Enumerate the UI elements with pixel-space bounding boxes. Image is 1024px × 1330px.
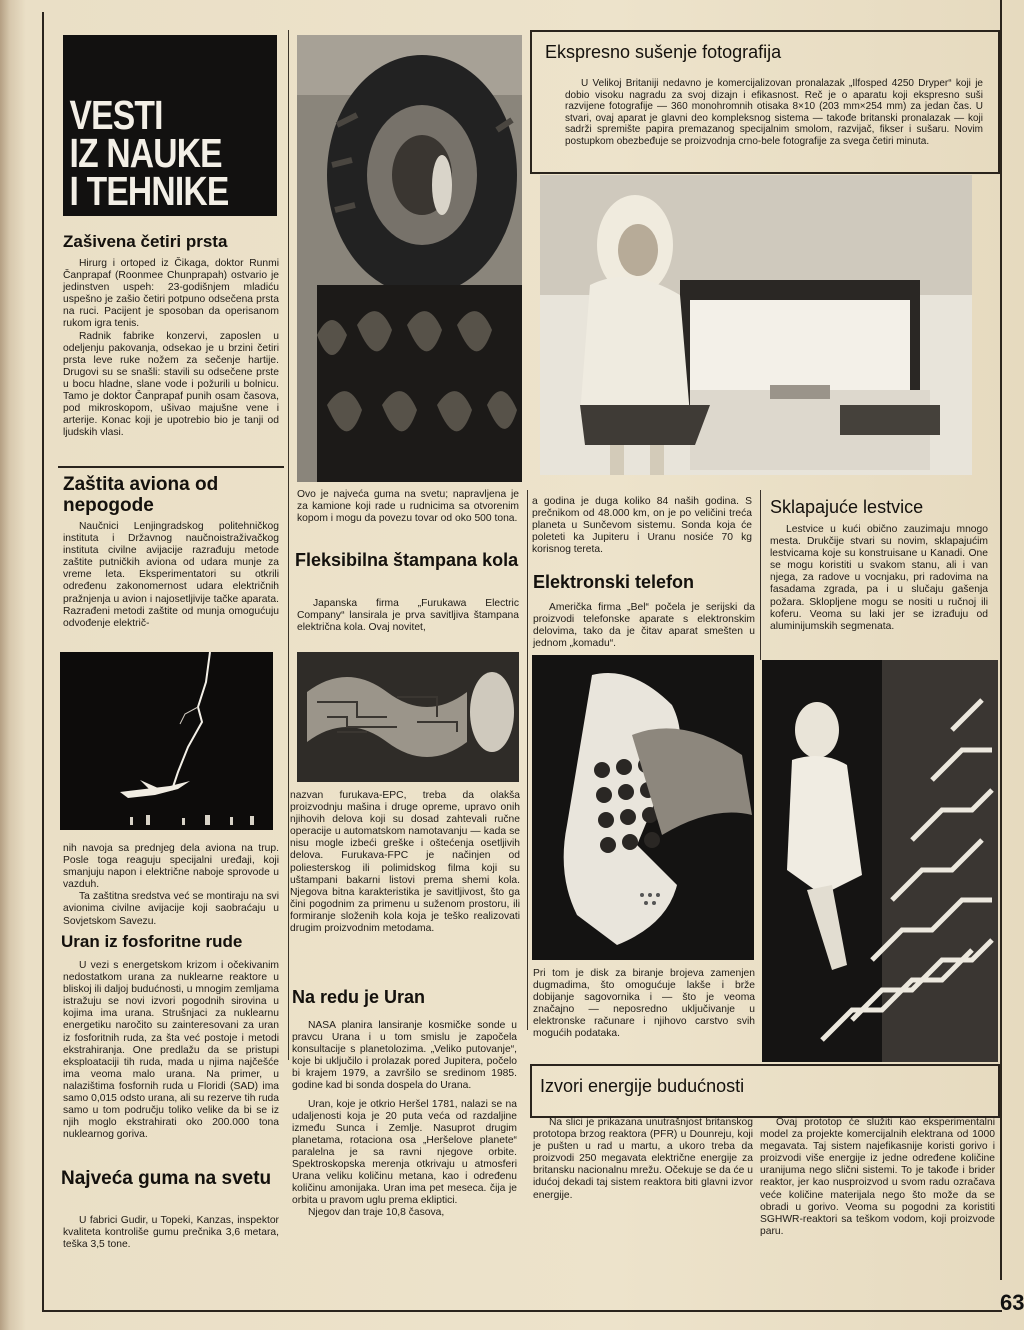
elektronski-body-2: [533, 968, 755, 1041]
uran-fosforit-body: [63, 960, 279, 1141]
ekspresno-title: Ekspresno sušenje fotografija: [545, 42, 782, 62]
column-rule-3: [760, 490, 761, 660]
lightning-airplane-photo: [60, 652, 273, 830]
masthead: [63, 35, 277, 216]
na-redu-uran-continued: [532, 496, 752, 556]
ekspresno-paragraph-1: U Velikoj Britaniji nedavno je komercijalizovan pronalazak „Ilfosped 4250 Dryper“ koji je dobio visoku nagradu za svoj dizajn i efikasnost. Reč je o aparatu koji ekspresno suši razvijene fotografije — 360 monohromnih otisaka 8×10 (203 mm×254 mm) za jedan čas. U stvari, ovaj aparat je glavni deo kompleksnog sistema — takođe britanski pronalazak — koji sadrži spremište papira premazanog specijalnim smolom, razvijač, fikser i sušaru. Novim postupkom obezbeđuje se proizvodnja crno-bele fotografije za svega četiri minuta.: [565, 78, 983, 147]
zastita-body-2: [63, 843, 279, 928]
najveca-guma-paragraph-1: U fabrici Gudir, u Topeki, Kanzas, inspektor kvaliteta kontroliše gumu prečnika 3,6 metara, teška 3,5 tone.: [63, 1215, 279, 1251]
na-redu-uran-paragraph-4: a godina je duga koliko 84 naših godina. S prečnikom od 48.000 km, on je po veličini treća planeta u Sunčevom sistemu. Sonda koja će poleteti ka Jupiteru i Uranu nosiće 70 kg korisnog tereta.: [532, 496, 752, 556]
zasivena-paragraph-2: Radnik fabrike konzervi, zaposlen u odeljenju pakovanja, odsekao je u brzini četiri prsta leve ruke nožem za sečenje hartije. Drugovi su se snašli: stavili su odsečene prste u bocu hladne, slane vode i požurili u bolnicu. Tamo je doktor Čanprapaf punih osam časova, pod mikroskopom, ušivao majušne vene i arterije. Konac koji je upotrebio bio je tanji od ljudskih vlasi.: [63, 330, 279, 439]
elektronski-paragraph-1: Američka firma „Bel“ počela je serijski da proizvodi telefonske aparate s elektronskim delovima, tako da je čitav aparat smešten u jednom „komadu“.: [533, 602, 755, 650]
divider: [58, 466, 284, 468]
izvori-body-2: [760, 1117, 995, 1238]
column-rule-right: [1000, 0, 1002, 1280]
lestvice-body: [770, 524, 988, 633]
zastita-paragraph-2: nih navoja sa prednjeg dela aviona na trup. Posle toga reaguju specijalni uređaji, koji smanjuju napon i električne naboje sprovode u vazduh.: [63, 843, 279, 891]
na-redu-uran-title: Na redu je Uran: [292, 987, 426, 1007]
izvori-title: Izvori energije budućnosti: [540, 1076, 745, 1096]
izvori-paragraph-1: Na slici je prikazana unutrašnjost britanskog prototopa brzog reaktora (PFR) u Dounreju, koji je pušten u rad u martu, a ukoro treba da proizvodi 250 megavata električne energije za britansku nacionalnu mrežu. Očekuje se da će u idućoj dekadi taj sistem reaktora biti glavni izvor energije.: [533, 1117, 753, 1201]
page-number: 63: [1000, 1290, 1024, 1315]
izvori-body-1: [533, 1117, 753, 1202]
giant-tire-photo: [297, 35, 522, 482]
zasivena-paragraph-1: Hirurg i ortoped iz Čikaga, doktor Runmi Čanprapaf (Roonmee Chunprapah) ostvario je jedinstven uspeh: 23-godišnjem mladiću uspešno je zašio četiri potpuno odsečena prsta na ruci. Pacijent je sposoban da operisanom rukom igra tenis.: [63, 258, 279, 330]
bottom-rule: [42, 1310, 1002, 1312]
fleksibilna-body-2: [290, 790, 520, 935]
najveca-guma-title: Najveća guma na svetu: [61, 1168, 272, 1189]
na-redu-uran-paragraph-1: NASA planira lansiranje kosmičke sonde u pravcu Urana i u tom smislu je započela konsultacije s planetolozima. „Veliko putovanje“, koje bi uključilo i prolazak pored Jupitera, počelo bi krajem 1979, a završilo se sredinom 1985. godine kad bi sonda dospela do Urana.: [292, 1020, 517, 1092]
flexible-circuit-photo: [297, 652, 519, 782]
masthead-line-1: VESTI: [69, 92, 163, 138]
tire-caption-text: Ovo je najveća guma na svetu; napravljena je za kamione koji rade u rudnicima sa otvorenim kopom i mogu da povezu tovar od oko 500 tona.: [297, 489, 519, 525]
zastita-paragraph-1: Naučnici Lenjingradskog politehničkog instituta i Državnog naučnoistraživačkog instituta civilne avijacije razrađuju metode zaštite putničkih aviona od udara munje za vreme leta. Eksperimentatori su otkrili određenu zakonomernost udara električnih pražnjenja u avion i najosetljivije tačke aparata. Razrađeni metodi zaštite od munja omogućuju odvođenje električ-: [63, 521, 279, 629]
elektronski-body-1: [533, 602, 755, 650]
izvori-paragraph-2: Ovaj prototop će služiti kao eksperimentalni model za projekte komercijalnih elektrana od 1000 megavata. Taj sistem najefikasnije koristi gorivo i proizvodi više energije iz jedne određene količine uranijuma nego slični sistemi. To je takođe i brider reaktor, jer kao nusproizvod u svom radu ozračava veće količine materijala nego što može da se obradi u gorivo. Veoma su pogodni za koristiti SGHWR-reaktori sa teškom vodom, koji proizvode paru.: [760, 1117, 995, 1237]
elektronski-title: Elektronski telefon: [533, 572, 695, 592]
masthead-line-3: I TEHNIKE: [69, 168, 229, 214]
lestvice-title: Sklapajuće lestvice: [770, 497, 924, 517]
photo-dryer-photo: [540, 175, 972, 475]
zasivena-title: Zašivena četiri prsta: [63, 232, 228, 251]
column-rule-left: [42, 12, 44, 1312]
fleksibilna-paragraph-2: nazvan furukava-EPC, treba da olakša proizvodnju mašina i druge opreme, upravo onih njihovih delova koji su dosad zahtevali ručne operacije u automatskom namotavanju — kada se nisu mogle izbeći greške i oštećenja osetljivih delova. Furukava-FPC je načinjen od poliesterskog ili polimidskog filma koji su uštampani bakarni listovi prema shemi kola. Njegova bitna karakteristika je savitljivost, što ga čini pogodnim za primenu u suženom prostoru, ili formiranje složenih kola koja je teško realizovati drugim proizvodnim metodama.: [290, 790, 520, 935]
ekspresno-body: [565, 78, 983, 148]
uran-fosforit-title: Uran iz fosforitne rude: [61, 932, 243, 951]
column-rule-2: [527, 490, 528, 1030]
elektronski-paragraph-2: Pri tom je disk za biranje brojeva zamenjen dugmadima, što omogućuje lakše i brže dobijanje sagovornika i — što je veoma značajno — neposredno uključivanje u elektronske računare i njihovo carstvo svih mogućih podataka.: [533, 968, 755, 1040]
fleksibilna-body-1: [297, 598, 519, 634]
uran-fosforit-paragraph-1: U vezi s energetskom krizom i očekivanim nedostatkom urana za nuklearne reaktore u bliskoj ili daljoj budućnosti, u mnogim zemljama istražuju se novi izvori pogodnih sirovina u kojima ima urana. Strušnjaci za nuklearnu energetiku naročito su zainteresovani za uran iz fosforitnih ruda, za šta već postoje i metodi ekstrahiranja. One predlažu da se pristupi eksploataciji tih ruda, mada u njima najčešće ima veoma malo urana. Na primer, u nalazištima fosfornih ruda u Floridi (SAD) ima samo 0,015 odsto urana, ali su rezerve tih ruda samo u tom području toliko velike da bi se iz njih moglo ekstrahirati oko 200.000 tona nuklearnog goriva.: [63, 960, 279, 1141]
zastita-paragraph-3: Ta zaštitna sredstva već se montiraju na svi avionima civilne avijacije koji saobraćaju u Sovjetskom Savezu.: [63, 891, 279, 927]
zastita-title: Zaštita aviona od nepogode: [63, 474, 219, 517]
fleksibilna-title: Fleksibilna štampana kola: [295, 550, 519, 570]
fleksibilna-paragraph-1: Japanska firma „Furukawa Electric Company“ lansirala je prva savitljiva štampana električna kola. Ovaj novitet,: [297, 598, 519, 634]
na-redu-uran-paragraph-2: Uran, koje je otkrio Heršel 1781, nalazi se na udaljenosti koja je 20 puta veća od razdaljine između Sunca i Zemlje. Nasuprot drugim planetama, rotaciona osa „Heršelove planete“ paralelna je sa ravni njegove orbite. Spektroskopska merenja otkrivaju u atmosferi Urana veliku količinu metana, kao i određenu količinu amonijaka. Uran ima pet meseca. čija je orbita u pravom uglu prema ekliptici.: [292, 1098, 517, 1207]
na-redu-uran-body: [292, 1020, 517, 1220]
column-rule-1: [288, 30, 289, 1060]
masthead-line-2: IZ NAUKE: [69, 130, 222, 176]
najveca-guma-body: [63, 1215, 279, 1251]
folding-ladder-photo: [762, 660, 998, 1062]
electronic-telephone-photo: [532, 655, 754, 960]
zastita-body-1: [63, 521, 279, 630]
na-redu-uran-paragraph-3: Njegov dan traje 10,8 časova,: [308, 1207, 445, 1219]
zasivena-body: [63, 258, 279, 439]
lestvice-paragraph-1: Lestvice u kući obično zauzimaju mnogo mesta. Drukčije stvari su novim, sklapajućim lestvicama koje su konstruisane u Kanadi. One se mogu koristiti u svakom stanu, ali i van njega, za radove u vocnjaku, pri radovima na fasadama zgrada, pa i u slučaju gašenja požara. Sklopljene mogu se nositi u ručnoj ili koferu. Veoma su laki jer se izrađuju od aluminijumskih segmenata.: [770, 524, 988, 632]
tire-caption: [297, 489, 519, 525]
